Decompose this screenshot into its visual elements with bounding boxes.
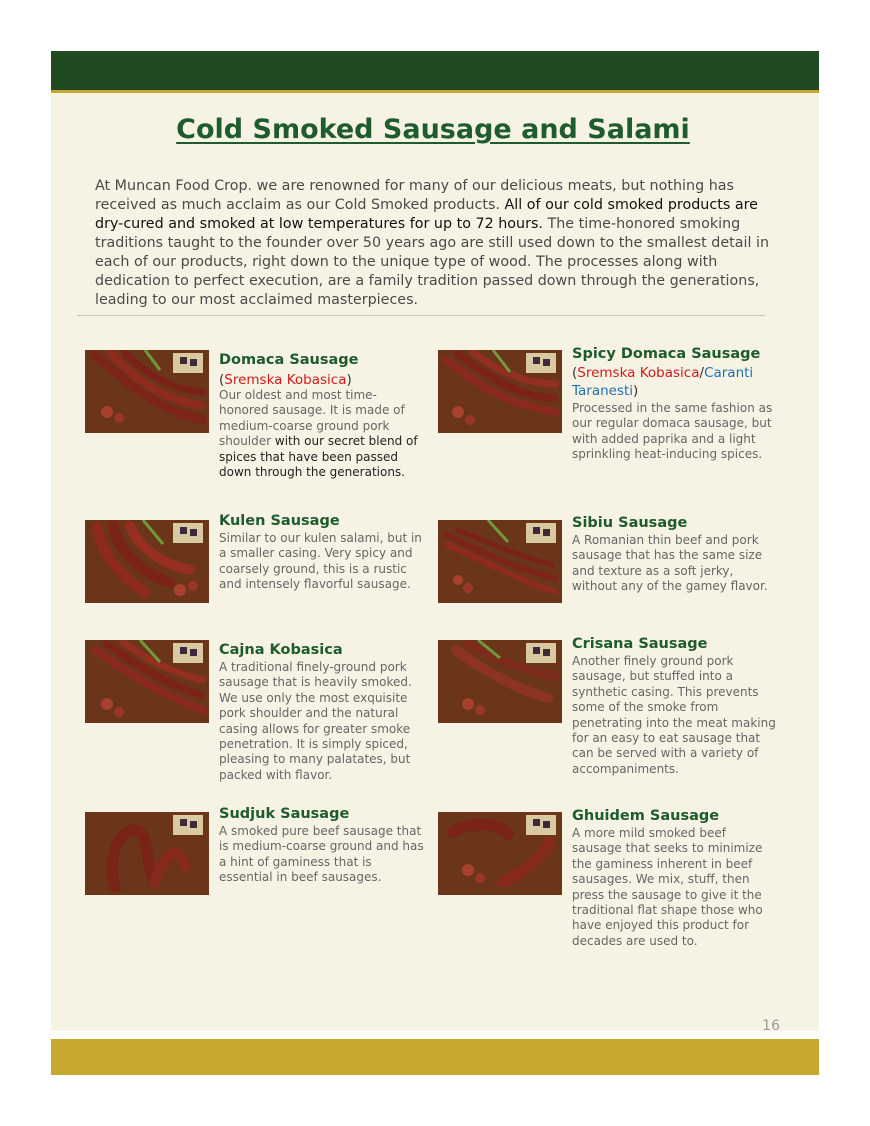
header-accent-line <box>51 90 819 93</box>
alt-name-sremska: Sremska Kobasica <box>224 372 347 388</box>
intro-text-3: The time-honored smoking traditions taught to the founder over 50 years ago are still used down to the smallest detail in each of our products, right down to the unique type of wood. The processes along with dedication to perfect execution, are a family tradition passed down through the generations, leading to our most acclaimed masterpieces. <box>95 216 770 308</box>
spicy-domaca-sausage-title: Spicy Domaca Sausage <box>572 346 761 362</box>
kulen-sausage-photo <box>85 520 209 603</box>
domaca-sausage-title: Domaca Sausage <box>219 352 359 368</box>
domaca-sausage-photo <box>85 350 209 433</box>
page-title: Cold Smoked Sausage and Salami <box>176 114 690 145</box>
spicy-domaca-sausage-photo <box>438 350 562 433</box>
sudjuk-sausage-description: A smoked pure beef sausage that is medium-coarse ground and has a hint of gaminess that is essential in beef sausages. <box>219 824 424 885</box>
slash: / <box>699 365 705 381</box>
spicy-domaca-sausage-description: Processed in the same fashion as our regular domaca sausage, but with added paprika and a light sprinkling heat-inducing spices. <box>572 401 773 462</box>
cajna-kobasica-photo <box>85 640 209 723</box>
intro-text-emphasis: All of our cold smoked products are dry-cured and smoked at low temperatures for up to 72 hours. <box>95 197 758 232</box>
header-bar <box>51 51 819 90</box>
paren-close: ) <box>633 383 639 399</box>
divider <box>77 315 765 316</box>
domaca-sausage-description <box>219 388 424 480</box>
alt-name-caranti: Caranti Taranesti <box>572 365 754 399</box>
kulen-sausage-description: Similar to our kulen salami, but in a smaller casing. Very spicy and coarsely ground, this is a rustic and intensely flavorful sausage. <box>219 531 422 592</box>
sibiu-sausage-title: Sibiu Sausage <box>572 515 688 531</box>
intro-paragraph <box>95 177 785 310</box>
desc-text: Our oldest and most time-honored sausage. It is made of medium-coarse ground pork shoulder <box>219 388 405 449</box>
ghuidem-sausage-title: Ghuidem Sausage <box>572 808 720 824</box>
crisana-sausage-description: Another finely ground pork sausage, but stuffed into a synthetic casing. This prevents some of the smoke from penetrating into the meat making for an easy to eat sausage that can be served with a variety of accompaniments. <box>572 654 776 776</box>
sudjuk-sausage-title: Sudjuk Sausage <box>219 806 350 822</box>
spicy-domaca-sausage-alt-name <box>572 364 777 400</box>
page-number: 16 <box>762 1018 780 1034</box>
ghuidem-sausage-photo <box>438 812 562 895</box>
intro-text-1: At Muncan Food Crop. we are renowned for many of our delicious meats, but nothing has received as much acclaim as our Cold Smoked products. <box>95 178 734 213</box>
paren-open: ( <box>572 365 578 381</box>
ghuidem-sausage-description: A more mild smoked beef sausage that seeks to minimize the gaminess inherent in beef sausages. We mix, stuff, then press the sausage to give it the traditional flat shape those who have enjoyed this product for decades are used to. <box>572 826 763 948</box>
paren-open: ( <box>219 372 225 388</box>
sibiu-sausage-description: A Romanian thin beef and pork sausage that has the same size and texture as a soft jerky, without any of the gamey flavor. <box>572 533 768 594</box>
cajna-kobasica-description: A traditional finely-ground pork sausage that is heavily smoked. We use only the most exquisite pork shoulder and the natural casing allows for greater smoke penetration. It is simply spiced, pleasing to many palatates, but packed with flavor. <box>219 660 412 782</box>
desc-text-emphasis: with our secret blend of spices that have been passed down through the generations. <box>219 434 418 480</box>
alt-name-sremska: Sremska Kobasica <box>577 365 700 381</box>
sudjuk-sausage-photo <box>85 812 209 895</box>
cajna-kobasica-title: Cajna Kobasica <box>219 642 343 658</box>
footer-bar <box>51 1039 819 1075</box>
crisana-sausage-photo <box>438 640 562 723</box>
kulen-sausage-title: Kulen Sausage <box>219 513 340 529</box>
crisana-sausage-title: Crisana Sausage <box>572 636 708 652</box>
domaca-sausage-alt-name <box>219 371 419 389</box>
sibiu-sausage-photo <box>438 520 562 603</box>
paren-close: ) <box>346 372 352 388</box>
